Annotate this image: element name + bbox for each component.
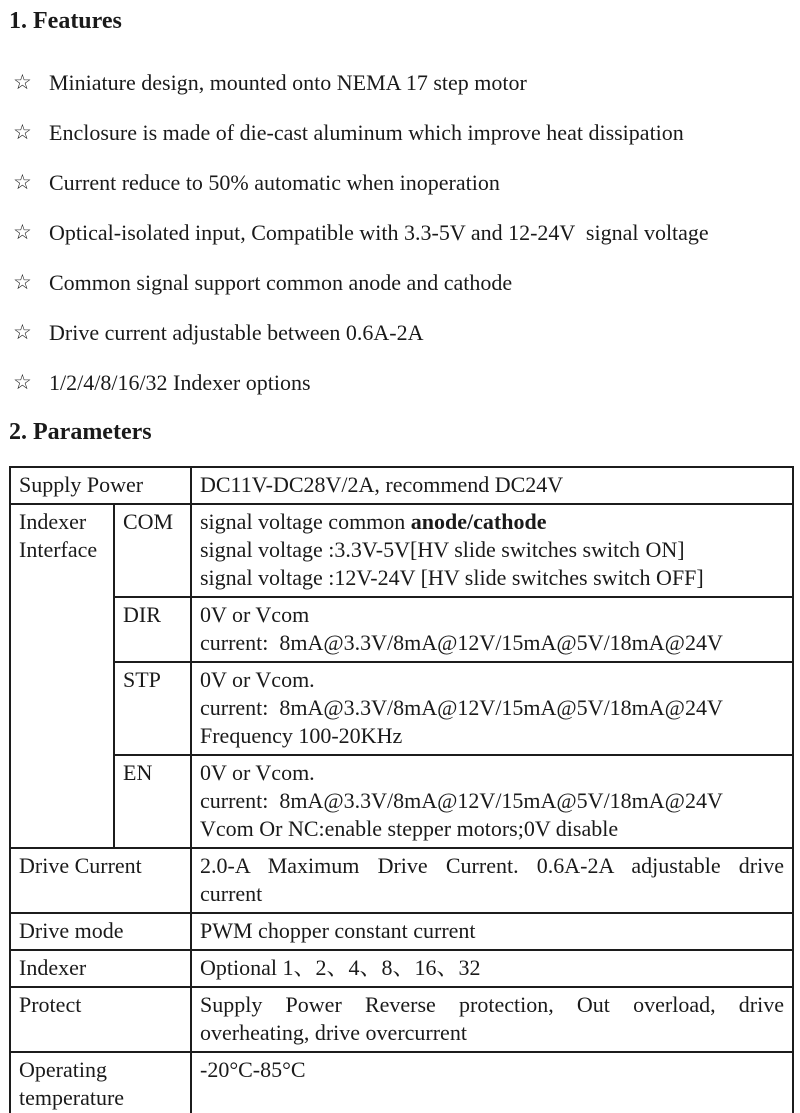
- param-label-cell: Indexer Interface: [10, 504, 114, 848]
- table-row-stp: [10, 662, 793, 755]
- feature-text: Optical-isolated input, Compatible with 3.3-5V and 12-24V signal voltage: [49, 220, 709, 245]
- param-label-cell: Protect: [10, 987, 191, 1052]
- value-line: Frequency 100-20KHz: [200, 723, 403, 748]
- value-line: signal voltage common anode/cathode: [200, 509, 547, 534]
- value-line: 0V or Vcom.: [200, 667, 315, 692]
- param-label-cell: Indexer: [10, 950, 191, 987]
- param-value-cell: [191, 662, 793, 755]
- value-line: current: [200, 881, 263, 906]
- feature-text: Enclosure is made of die-cast aluminum which improve heat dissipation: [49, 120, 684, 145]
- star-bullet-icon: ☆: [13, 220, 32, 244]
- feature-text: 1/2/4/8/16/32 Indexer options: [49, 370, 311, 395]
- param-value-cell: DC11V-DC28V/2A, recommend DC24V: [191, 467, 793, 504]
- param-label-cell: Drive Current: [10, 848, 191, 913]
- signal-label-cell: EN: [114, 755, 191, 848]
- value-line: 0V or Vcom: [200, 602, 310, 627]
- value-line: Supply Power Reverse protection, Out overload, drive: [200, 992, 784, 1017]
- table-row-com: [10, 504, 793, 597]
- feature-text: Miniature design, mounted onto NEMA 17 step motor: [49, 70, 527, 95]
- value-line: 2.0-A Maximum Drive Current. 0.6A-2A adjustable drive: [200, 853, 784, 878]
- star-bullet-icon: ☆: [13, 170, 32, 194]
- feature-text: Drive current adjustable between 0.6A-2A: [49, 320, 424, 345]
- bold-text: anode/cathode: [410, 509, 547, 534]
- features-heading: 1. Features: [9, 8, 122, 34]
- table-row-protect: [10, 987, 793, 1052]
- star-bullet-icon: ☆: [13, 270, 32, 294]
- table-row-indexer: [10, 950, 793, 987]
- value-line: overheating, drive overcurrent: [200, 1020, 467, 1045]
- value-line: current: 8mA@3.3V/8mA@12V/15mA@5V/18mA@24V: [200, 695, 723, 720]
- table-row-supply-power: [10, 467, 793, 504]
- table-row-drive-mode: [10, 913, 793, 950]
- param-value-cell: PWM chopper constant current: [191, 913, 793, 950]
- param-value-cell: -20°C-85°C: [191, 1052, 793, 1113]
- table-row-dir: [10, 597, 793, 662]
- feature-item: [13, 319, 791, 346]
- signal-label-cell: STP: [114, 662, 191, 755]
- param-value-cell: [191, 597, 793, 662]
- feature-text: Common signal support common anode and cathode: [49, 270, 513, 295]
- feature-text: Current reduce to 50% automatic when inoperation: [49, 170, 500, 195]
- feature-item: [13, 369, 791, 396]
- value-line: signal voltage :3.3V-5V[HV slide switches switch ON]: [200, 537, 685, 562]
- feature-item: [13, 169, 791, 196]
- feature-item: [13, 219, 791, 246]
- value-line: current: 8mA@3.3V/8mA@12V/15mA@5V/18mA@24V: [200, 788, 723, 813]
- table-row-en: [10, 755, 793, 848]
- value-line: current: 8mA@3.3V/8mA@12V/15mA@5V/18mA@24V: [200, 630, 723, 655]
- star-bullet-icon: ☆: [13, 120, 32, 144]
- param-label-cell: Drive mode: [10, 913, 191, 950]
- table-row-drive-current: [10, 848, 793, 913]
- param-label-cell: Operating temperature: [10, 1052, 191, 1113]
- param-value-cell: [191, 987, 793, 1052]
- param-value-cell: [191, 848, 793, 913]
- feature-item: [13, 269, 791, 296]
- value-line: 0V or Vcom.: [200, 760, 315, 785]
- feature-item: [13, 69, 791, 96]
- param-value-cell: [191, 504, 793, 597]
- features-list: [9, 69, 791, 396]
- param-label-cell: Supply Power: [10, 467, 191, 504]
- signal-label-cell: DIR: [114, 597, 191, 662]
- value-line: Vcom Or NC:enable stepper motors;0V disable: [200, 816, 619, 841]
- parameters-table: [9, 466, 794, 1113]
- star-bullet-icon: ☆: [13, 370, 32, 394]
- param-value-cell: Optional 1、2、4、8、16、32: [191, 950, 793, 987]
- table-row-operating-temperature: [10, 1052, 793, 1113]
- star-bullet-icon: ☆: [13, 320, 32, 344]
- star-bullet-icon: ☆: [13, 70, 32, 94]
- parameters-heading: 2. Parameters: [9, 419, 152, 445]
- param-value-cell: [191, 755, 793, 848]
- feature-item: [13, 119, 791, 146]
- signal-label-cell: COM: [114, 504, 191, 597]
- value-line: signal voltage :12V-24V [HV slide switches switch OFF]: [200, 565, 704, 590]
